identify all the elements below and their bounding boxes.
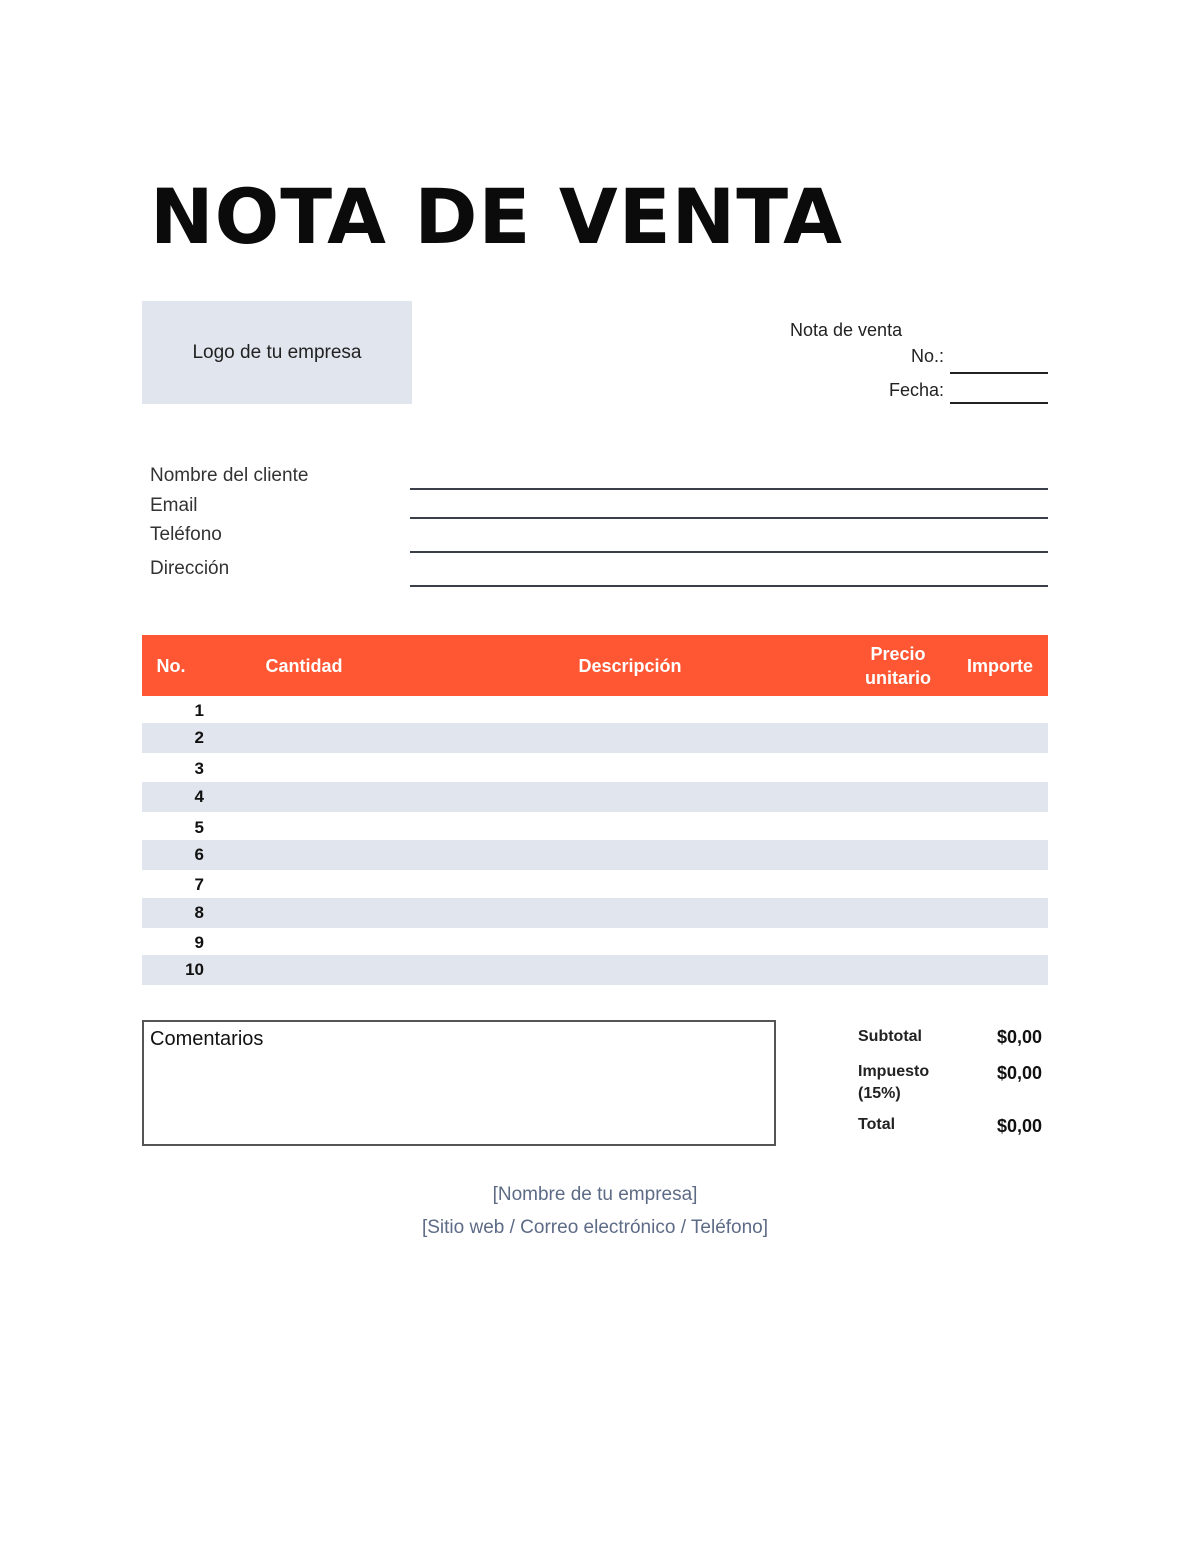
items-table-header: [142, 635, 1048, 696]
row-number: 10: [185, 960, 204, 979]
tax-label-line2: (15%): [858, 1085, 901, 1102]
table-row[interactable]: [142, 754, 1048, 784]
table-row[interactable]: [142, 840, 1048, 870]
table-row[interactable]: [142, 898, 1048, 928]
client-name-label: Nombre del cliente: [150, 465, 309, 486]
column-header-no: No.: [156, 655, 186, 676]
table-row[interactable]: [142, 813, 1048, 843]
table-row[interactable]: [142, 696, 1048, 726]
unit-price-label-line2: unitario: [865, 667, 931, 688]
row-number: 8: [194, 903, 204, 922]
row-number: 9: [194, 933, 204, 952]
row-number: 3: [194, 759, 204, 778]
footer-company-name: [Nombre de tu empresa]: [492, 1184, 698, 1205]
footer-contact-info: [Sitio web / Correo electrónico / Teléfono]: [421, 1217, 769, 1238]
client-name-field[interactable]: [410, 488, 1048, 490]
logo-placeholder-label: Logo de tu empresa: [192, 341, 362, 363]
column-header-quantity: Cantidad: [265, 655, 343, 676]
total-value: $0,00: [996, 1116, 1042, 1136]
sale-date-field[interactable]: [950, 402, 1048, 404]
unit-price-label-line1: Precio: [870, 643, 926, 664]
table-row[interactable]: [142, 955, 1048, 985]
sale-note-heading: Nota de venta: [790, 320, 903, 340]
table-row[interactable]: [142, 782, 1048, 812]
table-row[interactable]: [142, 723, 1048, 753]
subtotal-value: $0,00: [996, 1027, 1042, 1047]
logo-placeholder: [142, 301, 412, 404]
client-phone-field[interactable]: [410, 551, 1048, 553]
client-address-label: Dirección: [150, 558, 230, 579]
comments-box[interactable]: [142, 1020, 776, 1146]
subtotal-label: Subtotal: [858, 1028, 922, 1045]
row-number: 2: [194, 728, 204, 747]
sale-number-label: No.:: [910, 346, 944, 366]
tax-label: [858, 1061, 929, 1105]
row-number: 1: [194, 701, 204, 720]
row-number: 6: [194, 845, 204, 864]
comments-label: Comentarios: [150, 1028, 264, 1050]
sale-date-label: Fecha:: [888, 380, 944, 400]
table-row[interactable]: [142, 870, 1048, 900]
client-address-field[interactable]: [410, 585, 1048, 587]
sale-number-field[interactable]: [950, 372, 1048, 374]
row-number: 5: [194, 818, 204, 837]
total-label: Total: [858, 1116, 896, 1133]
column-header-unit-price: [842, 635, 954, 696]
tax-label-line1: Impuesto: [858, 1063, 930, 1080]
column-header-description: Descripción: [578, 655, 682, 676]
row-number: 4: [194, 787, 204, 806]
tax-value: $0,00: [996, 1063, 1042, 1083]
client-email-field[interactable]: [410, 517, 1048, 519]
table-row[interactable]: [142, 928, 1048, 958]
row-number: 7: [194, 875, 204, 894]
client-email-label: Email: [150, 495, 198, 516]
client-phone-label: Teléfono: [150, 524, 222, 545]
column-header-amount: Importe: [966, 655, 1033, 676]
page-title: NOTA DE VENTA: [150, 172, 843, 261]
